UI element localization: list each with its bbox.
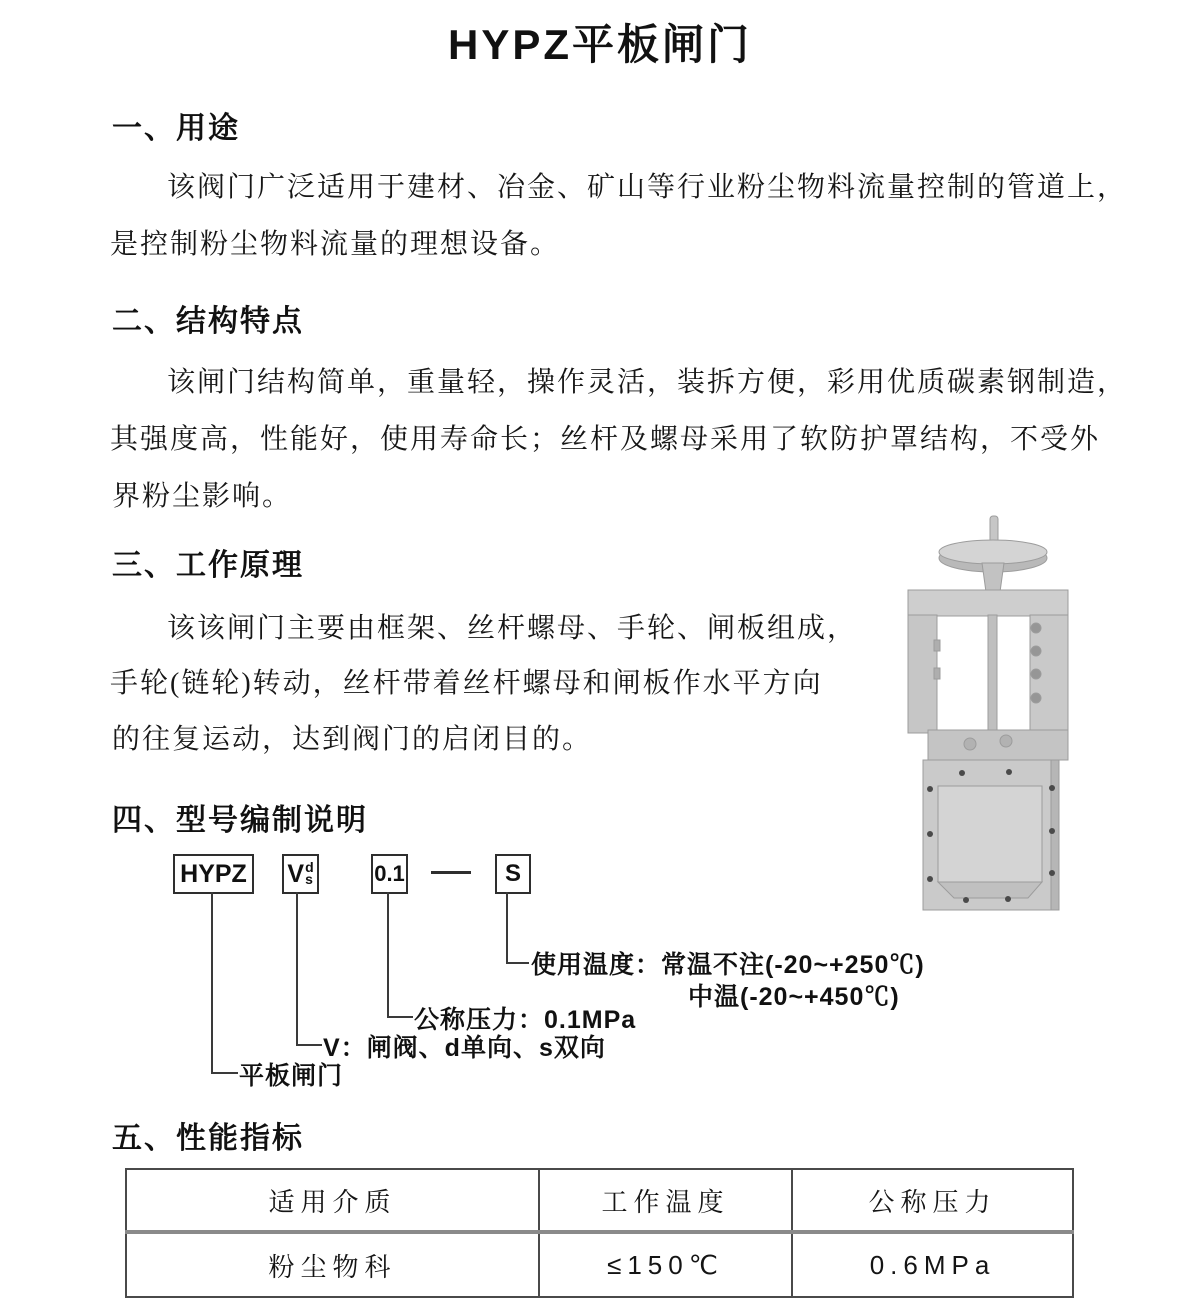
table-header-temperature: 工作温度 bbox=[539, 1169, 792, 1232]
model-dash bbox=[431, 871, 471, 874]
page-title: HYPZ平板闸门 bbox=[447, 21, 752, 68]
valve-type-sub: s bbox=[305, 871, 313, 887]
leader-line-suffix bbox=[506, 892, 529, 964]
section3-line2: 手轮(链轮)转动，丝杆带着丝杆螺母和闸板作水平方向 bbox=[110, 668, 823, 699]
valve-type-sup: d bbox=[305, 859, 314, 876]
section2-heading: 二、结构特点 bbox=[112, 305, 304, 338]
leader-line-pressure bbox=[387, 892, 413, 1018]
valve-type-variants bbox=[305, 859, 314, 887]
table-cell-medium: 粉尘物科 bbox=[126, 1232, 539, 1297]
model-box-pressure: 0.1 bbox=[371, 854, 408, 894]
table-cell-pressure: 0.6MPa bbox=[792, 1232, 1073, 1297]
section2-line3: 界粉尘影响。 bbox=[112, 481, 293, 512]
label-valve-type: V：闸阀、d单向、s双向 bbox=[323, 1034, 606, 1062]
table-header-medium: 适用介质 bbox=[126, 1169, 539, 1232]
section3-line3: 的往复运动，达到阀门的启闭目的。 bbox=[112, 724, 593, 755]
table-header-row bbox=[126, 1169, 1073, 1232]
section3-line1: 该该闸门主要由框架、丝杆螺母、手轮、闸板组成， bbox=[167, 613, 858, 644]
label-pressure: 公称压力：0.1MPa bbox=[414, 1006, 637, 1034]
section1-heading: 一、用途 bbox=[112, 112, 240, 145]
label-temperature-1: 使用温度：常温不注(-20~+250℃) bbox=[531, 951, 925, 979]
section1-line1: 该阀门广泛适用于建材、冶金、矿山等行业粉尘物料流量控制的管道上， bbox=[167, 172, 1128, 203]
product-photo bbox=[882, 502, 1102, 937]
label-temperature-2: 中温(-20~+450℃) bbox=[688, 983, 900, 1011]
table-header-pressure: 公称压力 bbox=[792, 1169, 1073, 1232]
section5-heading: 五、性能指标 bbox=[112, 1122, 304, 1155]
section2-line1: 该闸门结构简单，重量轻，操作灵活，装拆方便，彩用优质碳素钢制造， bbox=[167, 367, 1128, 398]
section4-heading: 四、型号编制说明 bbox=[112, 804, 368, 837]
model-box-hypz: HYPZ bbox=[173, 854, 254, 894]
table-cell-temperature: ≤150℃ bbox=[539, 1232, 792, 1297]
performance-table bbox=[125, 1168, 1074, 1298]
section3-heading: 三、工作原理 bbox=[112, 549, 304, 582]
model-box-suffix: S bbox=[495, 854, 531, 894]
valve-type-letter: V bbox=[287, 859, 305, 888]
model-box-valve-type bbox=[282, 854, 319, 894]
leader-line-model bbox=[211, 892, 238, 1074]
label-gate: 平板闸门 bbox=[239, 1062, 344, 1090]
section2-line2: 其强度高，性能好，使用寿命长；丝杆及螺母采用了软防护罩结构，不受外 bbox=[110, 424, 1101, 455]
section1-line2: 是控制粉尘物料流量的理想设备。 bbox=[110, 229, 561, 260]
table-row bbox=[126, 1232, 1073, 1297]
leader-line-valve-type bbox=[296, 892, 322, 1046]
